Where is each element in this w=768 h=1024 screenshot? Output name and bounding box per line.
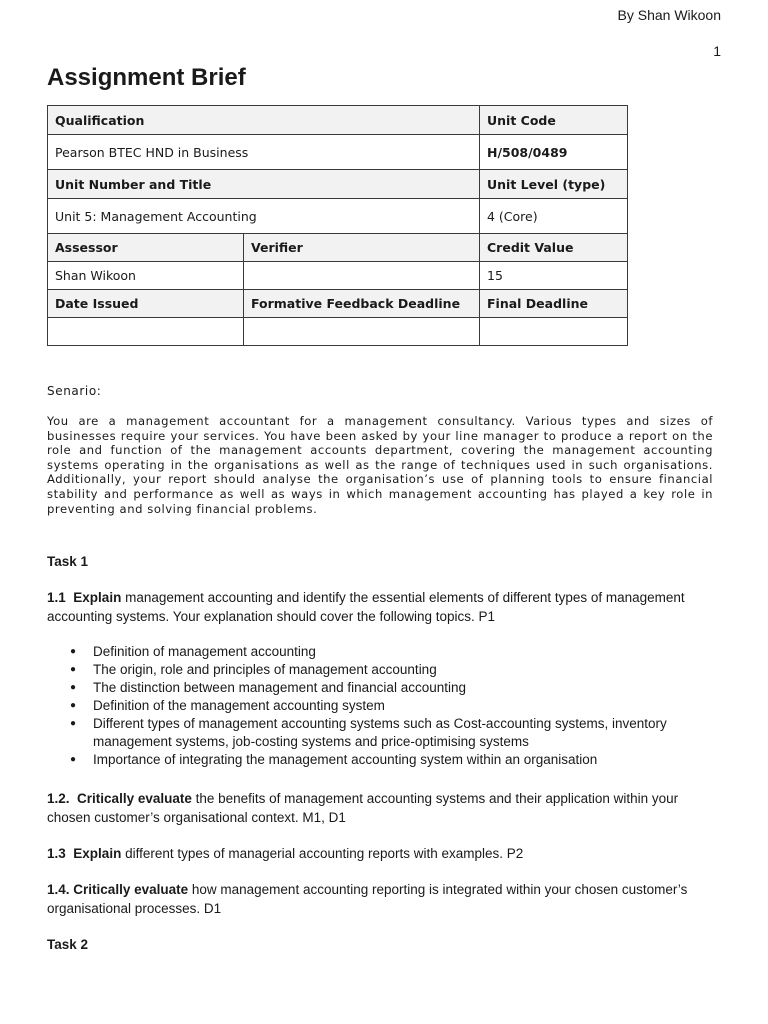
task-1-1-text: management accounting and identify the essential elements of different types of management accounting systems. Your explanation should cover the following topics. P1 xyxy=(47,590,685,624)
page-number: 1 xyxy=(713,43,721,59)
task-2-heading: Task 2 xyxy=(47,937,89,952)
assessor-value: Shan Wikoon xyxy=(48,262,244,290)
verifier-label: Verifier xyxy=(244,234,480,262)
task-1-4 xyxy=(47,880,719,918)
qualification-label: Qualification xyxy=(48,106,480,135)
scenario-text: You are a management accountant for a management consultancy. Various types and sizes of businesses require your services. You have been asked by your line manager to produce a report on the role and function of the management accounts department, covering the management accounting systems operating in the organisations as well as the range of techniques used in such organisations. Additionally, your report should analyse the organisation’s use of planning tools to ensure financial stability and performance as well as ways in which management accounting has played a key role in preventing and solving financial problems. xyxy=(47,414,713,516)
task-1-1 xyxy=(47,588,719,626)
unit-level-value: 4 (Core) xyxy=(480,199,628,234)
scenario-label: Senario: xyxy=(47,384,102,398)
task-1-3-text: different types of managerial accounting reports with examples. P2 xyxy=(125,846,524,861)
date-issued-label: Date Issued xyxy=(48,290,244,318)
task-1-2 xyxy=(47,789,719,827)
date-issued-value xyxy=(48,318,244,346)
task-1-2-text: the benefits of management accounting systems and their application within your chosen customer’s organisational context. M1, D1 xyxy=(47,791,679,825)
topics-list xyxy=(47,643,719,769)
task-1-4-verb: Critically evaluate xyxy=(73,882,189,897)
formative-feedback-label: Formative Feedback Deadline xyxy=(244,290,480,318)
task-1-1-verb: Explain xyxy=(73,590,122,605)
unit-level-label: Unit Level (type) xyxy=(480,170,628,199)
credit-value-label: Credit Value xyxy=(480,234,628,262)
list-item: ● Importance of integrating the management accounting system within an organisation xyxy=(47,751,719,769)
task-1-3-number: 1.3 xyxy=(47,846,66,861)
formative-feedback-value xyxy=(244,318,480,346)
task-1-4-number: 1.4. xyxy=(47,882,70,897)
list-item: ● The origin, role and principles of management accounting xyxy=(47,661,719,679)
author-line: By Shan Wikoon xyxy=(617,7,721,23)
assignment-brief-table xyxy=(47,105,628,346)
list-item: ● Definition of the management accounting system xyxy=(47,697,719,715)
final-deadline-label: Final Deadline xyxy=(480,290,628,318)
unit-code-value: H/508/0489 xyxy=(480,135,628,170)
page-title: Assignment Brief xyxy=(47,64,246,91)
unit-number-title-label: Unit Number and Title xyxy=(48,170,480,199)
list-item: ● Different types of management accounting systems such as Cost-accounting systems, inventory management systems, job-costing systems and price-optimising systems xyxy=(47,715,719,751)
assessor-label: Assessor xyxy=(48,234,244,262)
task-1-1-number: 1.1 xyxy=(47,590,66,605)
credit-value-value: 15 xyxy=(480,262,628,290)
task-1-2-number: 1.2. xyxy=(47,791,70,806)
list-item: ● The distinction between management and financial accounting xyxy=(47,679,719,697)
task-1-4-text: how management accounting reporting is integrated within your chosen customer’s organisational processes. D1 xyxy=(47,882,688,916)
task-1-3 xyxy=(47,844,719,863)
unit-code-label: Unit Code xyxy=(480,106,628,135)
task-1-heading: Task 1 xyxy=(47,554,89,569)
task-1-2-verb: Critically evaluate xyxy=(77,791,192,806)
list-item: ● Definition of management accounting xyxy=(47,643,719,661)
verifier-value xyxy=(244,262,480,290)
final-deadline-value xyxy=(480,318,628,346)
unit-number-title-value: Unit 5: Management Accounting xyxy=(48,199,480,234)
qualification-value: Pearson BTEC HND in Business xyxy=(48,135,480,170)
task-1-3-verb: Explain xyxy=(73,846,122,861)
